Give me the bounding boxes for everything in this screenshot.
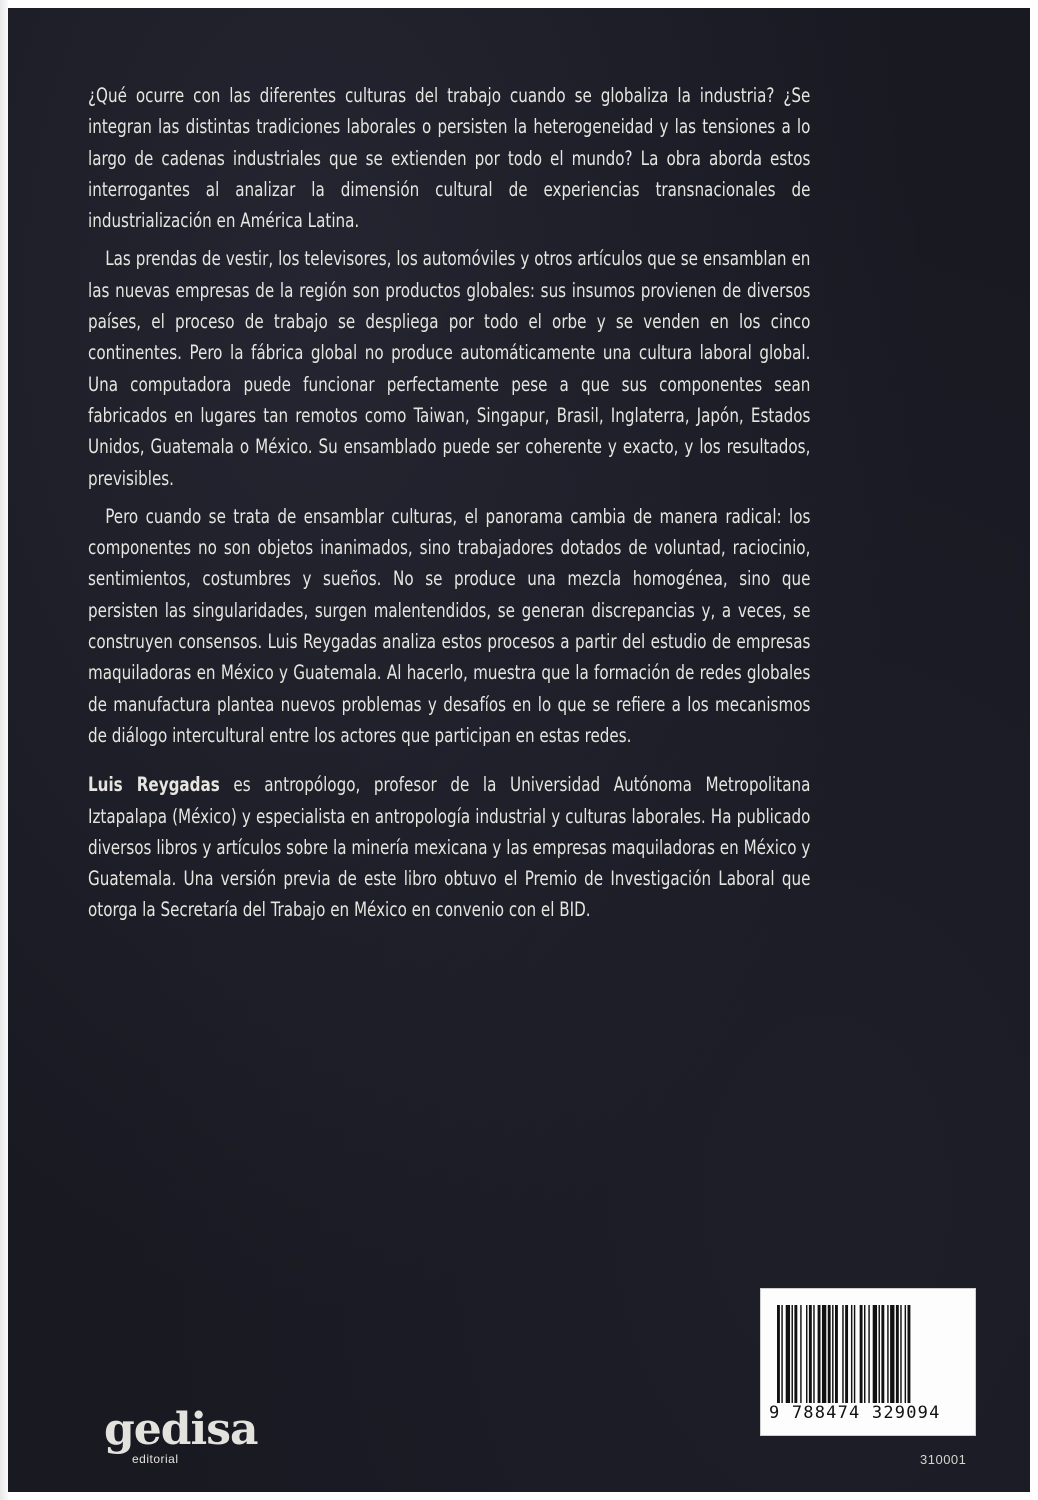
back-cover-text: [88, 80, 810, 933]
author-bio-text: es antropólogo, profesor de la Universidad Autónoma Metropolitana Iztapalapa (México) y especialista en antropología industrial y culturas laborales. Ha publicado diversos libros y artículos sobre la minería mexicana y las empresas maquiladoras en México y Guatemala. Una versión previa de este libro obtuvo el Premio de Investigación Laboral que otorga la Secretaría del Trabajo en México en convenio con el BID.: [88, 773, 811, 922]
author-name: Luis Reygadas: [88, 773, 220, 797]
catalog-code: 310001: [920, 1452, 967, 1467]
barcode-bars: [777, 1305, 963, 1403]
book-back-cover: [8, 8, 1030, 1492]
description-paragraph-3: Pero cuando se trata de ensamblar culturas, el panorama cambia de manera radical: los componentes no son objetos inanimados, sino trabajadores dotados de voluntad, raciocinio, sentimientos, costumbres y sueños. No se produce una mezcla homogénea, sino que persisten las singularidades, surgen malentendidos, se generan discrepancias y, a veces, se construyen consensos. Luis Reygadas analiza estos procesos a partir del estudio de empresas maquiladoras en México y Guatemala. Al hacerlo, muestra que la formación de redes globales de manufactura plantea nuevos problemas y desafíos en lo que se refiere a los mecanismos de diálogo intercultural entre los actores que participan en estas redes.: [88, 504, 811, 747]
isbn-barcode: [760, 1288, 976, 1436]
page-edge: [0, 0, 8, 1500]
description-paragraph-1: ¿Qué ocurre con las diferentes culturas del trabajo cuando se globaliza la industria? ¿Se integran las distintas tradiciones laborales o persisten la heterogeneidad y las tensiones a lo largo de cadenas industriales que se extienden por todo el mundo? La obra aborda estos interrogantes al analizar la dimensión cultural de experiencias transnacionales de industrialización en América Latina.: [88, 84, 811, 233]
author-bio: [88, 769, 810, 925]
publisher-name: gedisa: [104, 1404, 258, 1455]
description-paragraph-2: Las prendas de vestir, los televisores, los automóviles y otros artículos que se ensamblan en las nuevas empresas de la región son productos globales: sus insumos provienen de diversos países, el proceso de trabajo se despliega por todo el orbe y se venden en los cinco continentes. Pero la fábrica global no produce automáticamente una cultura laboral global. Una computadora puede funcionar perfectamente pese a que sus componentes sean fabricados en lugares tan remotos como Taiwan, Singapur, Brasil, Inglaterra, Japón, Estados Unidos, Guatemala o México. Su ensamblado puede ser coherente y exacto, y los resultados, previsibles.: [88, 247, 811, 490]
isbn-number: 9 788474 329094: [769, 1403, 941, 1423]
publisher-subtitle: editorial: [132, 1452, 179, 1466]
text-column: [88, 80, 810, 926]
publisher-logo: [104, 1404, 258, 1478]
